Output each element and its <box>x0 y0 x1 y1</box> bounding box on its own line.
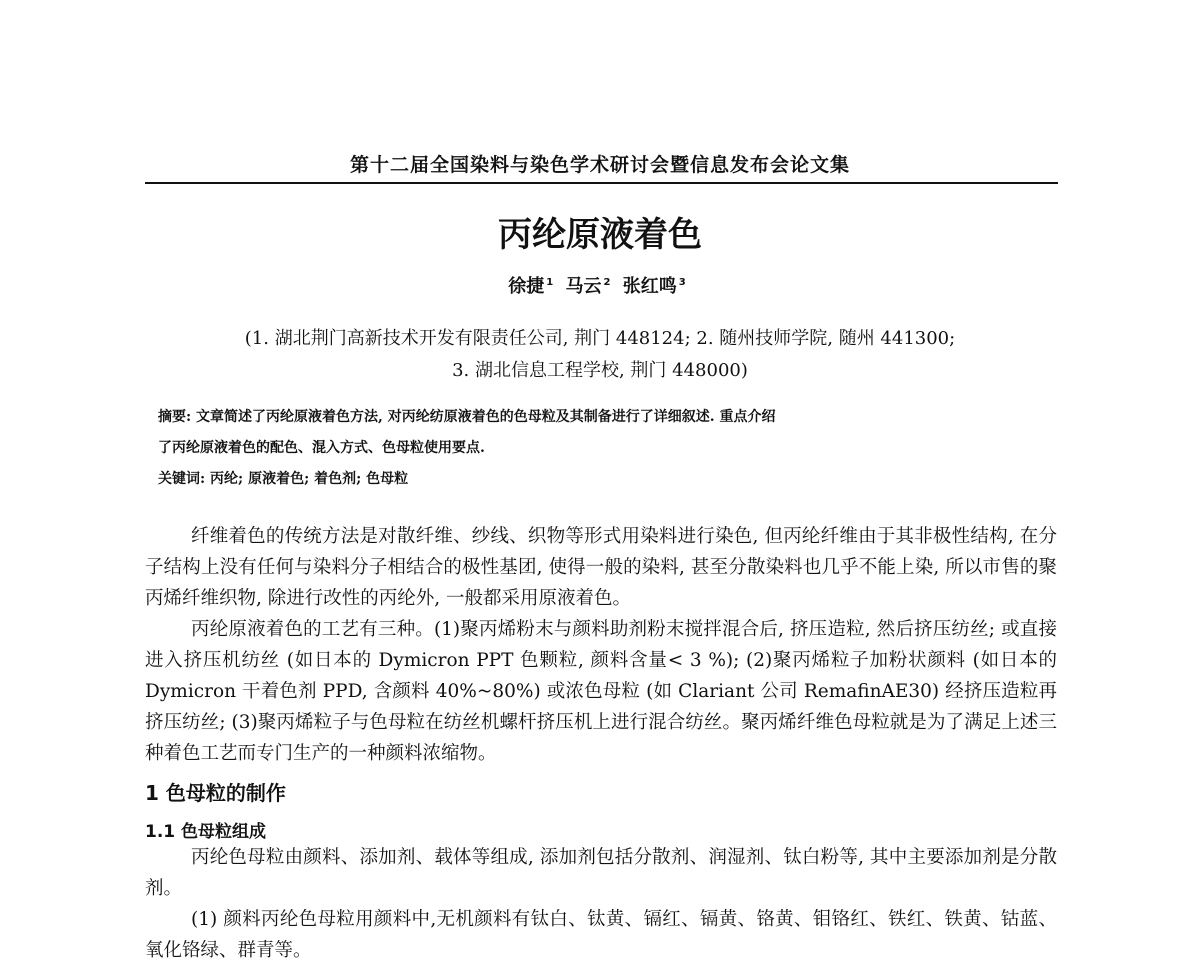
author-name: 徐捷 <box>508 276 545 297</box>
body-paragraph: 丙纶色母粒由颜料、添加剂、载体等组成, 添加剂包括分散剂、润湿剂、钛白粉等, 其中主要添加剂是分散剂。 <box>145 847 1057 899</box>
author-affiliation-mark: 1 <box>546 277 554 288</box>
body-paragraph: 纤维着色的传统方法是对散纤维、纱线、织物等形式用染料进行染色, 但丙纶纤维由于其非极性结构, 在分子结构上没有任何与染料分子相结合的极性基团, 使得一般的染料, 甚至分散染料也几乎不能上染, 所以市售的聚丙烯纤维织物, 除进行改性的丙纶外, 一般都采用原液着色。 <box>145 526 1057 609</box>
paper-title: 丙纶原液着色 <box>498 215 702 255</box>
keywords: 关键词: 丙纶; 原液着色; 着色剂; 色母粒 <box>158 471 409 487</box>
author-affiliation-mark: 3 <box>678 277 686 288</box>
section-heading: 1 色母粒的制作 <box>145 781 286 805</box>
body-paragraph: (1) 颜料丙纶色母粒用颜料中,无机颜料有钛白、钛黄、镉红、镉黄、铬黄、钼铬红、铁红、铁黄、钴蓝、氧化铬绿、群青等。 <box>145 909 1057 961</box>
affiliation-line: 3. 湖北信息工程学校, 荆门 448000) <box>452 360 748 381</box>
author-name: 张红鸣 <box>622 276 677 297</box>
body-paragraph: 丙纶原液着色的工艺有三种。(1)聚丙烯粉末与颜料助剂粉末搅拌混合后, 挤压造粒, 然后挤压纺丝; 或直接进入挤压机纺丝 (如日本的 Dymicron PPT 色颗粒, 颜料含量< 3 %); (2)聚丙烯粒子加粉状颜料 (如日本的 Dymicron 干着色剂 PPD, 含颜料 40%~80%) 或浓色母粒 (如 Clariant 公司 RemafinAE30) 经挤压造粒再挤压纺丝; (3)聚丙烯粒子与色母粒在纺丝机螺杆挤压机上进行混合纺丝。聚丙烯纤维色母粒就是为了满足上述三种着色工艺而专门生产的一种颜料浓缩物。 <box>145 619 1057 764</box>
affiliation-line: (1. 湖北荆门高新技术开发有限责任公司, 荆门 448124; 2. 随州技师学院, 随州 441300; <box>244 328 956 349</box>
header-rule <box>145 182 1058 184</box>
author-list <box>0 272 1200 298</box>
running-header: 第十二届全国染料与染色学术研讨会暨信息发布会论文集 <box>349 154 850 176</box>
author-name: 马云 <box>565 276 602 297</box>
abstract-text: 了丙纶原液着色的配色、混入方式、色母粒使用要点. <box>158 440 485 456</box>
subsection-heading: 1.1 色母粒组成 <box>145 822 267 842</box>
abstract-text: 摘要: 文章简述了丙纶原液着色方法, 对丙纶纺原液着色的色母粒及其制备进行了详细叙述. 重点介绍 <box>158 409 776 425</box>
author-affiliation-mark: 2 <box>603 277 611 288</box>
